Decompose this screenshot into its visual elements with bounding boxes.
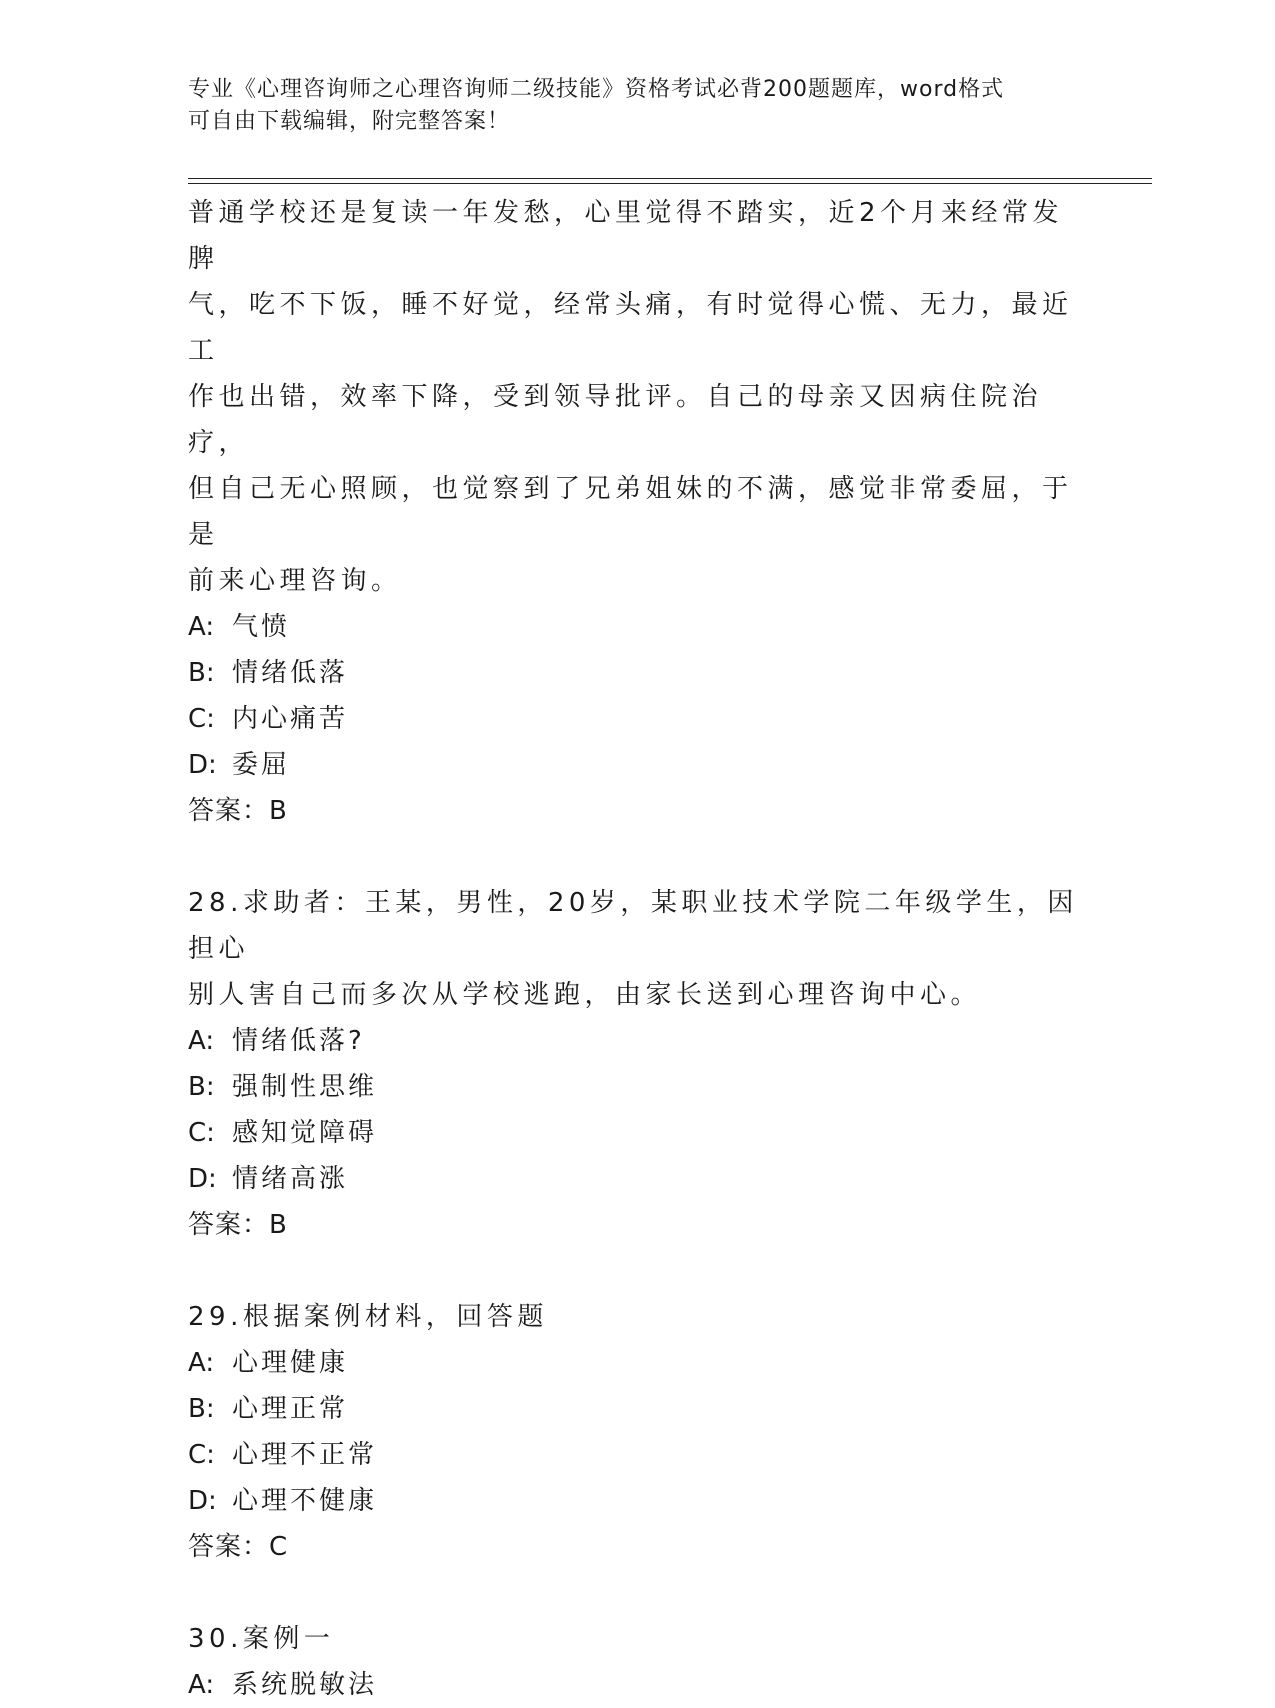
question-30 (188, 1616, 1088, 1708)
option-a (188, 1662, 1088, 1708)
option-text: 强制性思维 (232, 1072, 378, 1102)
option-c (188, 1432, 1088, 1478)
question-28 (188, 880, 1088, 1248)
option-d (188, 1478, 1088, 1524)
option-a (188, 1340, 1088, 1386)
option-key: A: (188, 1670, 215, 1700)
option-key: A: (188, 612, 215, 642)
question-text-line: 气，吃不下饭，睡不好觉，经常头痛，有时觉得心慌、无力，最近工 (188, 290, 1073, 366)
question-spacer (188, 834, 1088, 880)
question-text-line: 30.案例一 (188, 1624, 335, 1654)
option-text: 心理不正常 (232, 1440, 378, 1470)
question-text-line: 29.根据案例材料，回答题 (188, 1302, 548, 1332)
option-key: B: (188, 1394, 215, 1424)
option-key: C: (188, 1118, 215, 1148)
question-spacer (188, 1248, 1088, 1294)
option-text: 感知觉障碍 (232, 1118, 378, 1148)
question-27 (188, 190, 1088, 834)
question-text-line: 普通学校还是复读一年发愁，心里觉得不踏实，近2个月来经常发脾 (188, 198, 1064, 274)
header-line-2: 可自由下载编辑，附完整答案！ (188, 109, 511, 134)
answer-line: 答案：C (188, 1532, 289, 1562)
option-text: 心理健康 (232, 1348, 349, 1378)
option-b (188, 1386, 1088, 1432)
option-key: A: (188, 1026, 215, 1056)
option-text: 情绪高涨 (232, 1164, 349, 1194)
option-text: 内心痛苦 (232, 704, 349, 734)
option-text: 委屈 (232, 750, 291, 780)
option-key: B: (188, 1072, 215, 1102)
option-key: C: (188, 1440, 215, 1470)
option-text: 系统脱敏法 (232, 1670, 378, 1700)
question-29 (188, 1294, 1088, 1570)
question-text-line: 前来心理咨询。 (188, 566, 402, 596)
option-b (188, 650, 1088, 696)
option-a (188, 1018, 1088, 1064)
option-d (188, 742, 1088, 788)
option-c (188, 696, 1088, 742)
option-text: 心理不健康 (232, 1486, 378, 1516)
question-text-line: 28.求助者：王某，男性，20岁，某职业技术学院二年级学生，因担心 (188, 888, 1078, 964)
header-divider-bottom (188, 183, 1152, 184)
answer-line: 答案：B (188, 1210, 288, 1240)
question-text-line: 作也出错，效率下降，受到领导批评。自己的母亲又因病住院治疗， (188, 382, 1043, 458)
option-key: C: (188, 704, 215, 734)
option-key: A: (188, 1348, 215, 1378)
option-text: 心理正常 (232, 1394, 349, 1424)
header-divider-top (188, 178, 1152, 179)
option-c (188, 1110, 1088, 1156)
option-d (188, 1156, 1088, 1202)
question-text-line: 但自己无心照顾，也觉察到了兄弟姐妹的不满，感觉非常委屈，于是 (188, 474, 1073, 550)
option-text: 情绪低落? (232, 1026, 365, 1056)
document-body (188, 190, 1088, 1708)
option-key: D: (188, 750, 217, 780)
option-text: 情绪低落 (232, 658, 349, 688)
option-text: 气愤 (232, 612, 291, 642)
option-b (188, 1064, 1088, 1110)
option-key: B: (188, 658, 215, 688)
document-header (188, 74, 1088, 138)
option-key: D: (188, 1486, 217, 1516)
question-text-line: 别人害自己而多次从学校逃跑，由家长送到心理咨询中心。 (188, 980, 982, 1010)
header-line-1: 专业《心理咨询师之心理咨询师二级技能》资格考试必背200题题库，word格式 (188, 77, 1005, 102)
question-spacer (188, 1570, 1088, 1616)
option-key: D: (188, 1164, 217, 1194)
option-a (188, 604, 1088, 650)
answer-line: 答案：B (188, 796, 288, 826)
